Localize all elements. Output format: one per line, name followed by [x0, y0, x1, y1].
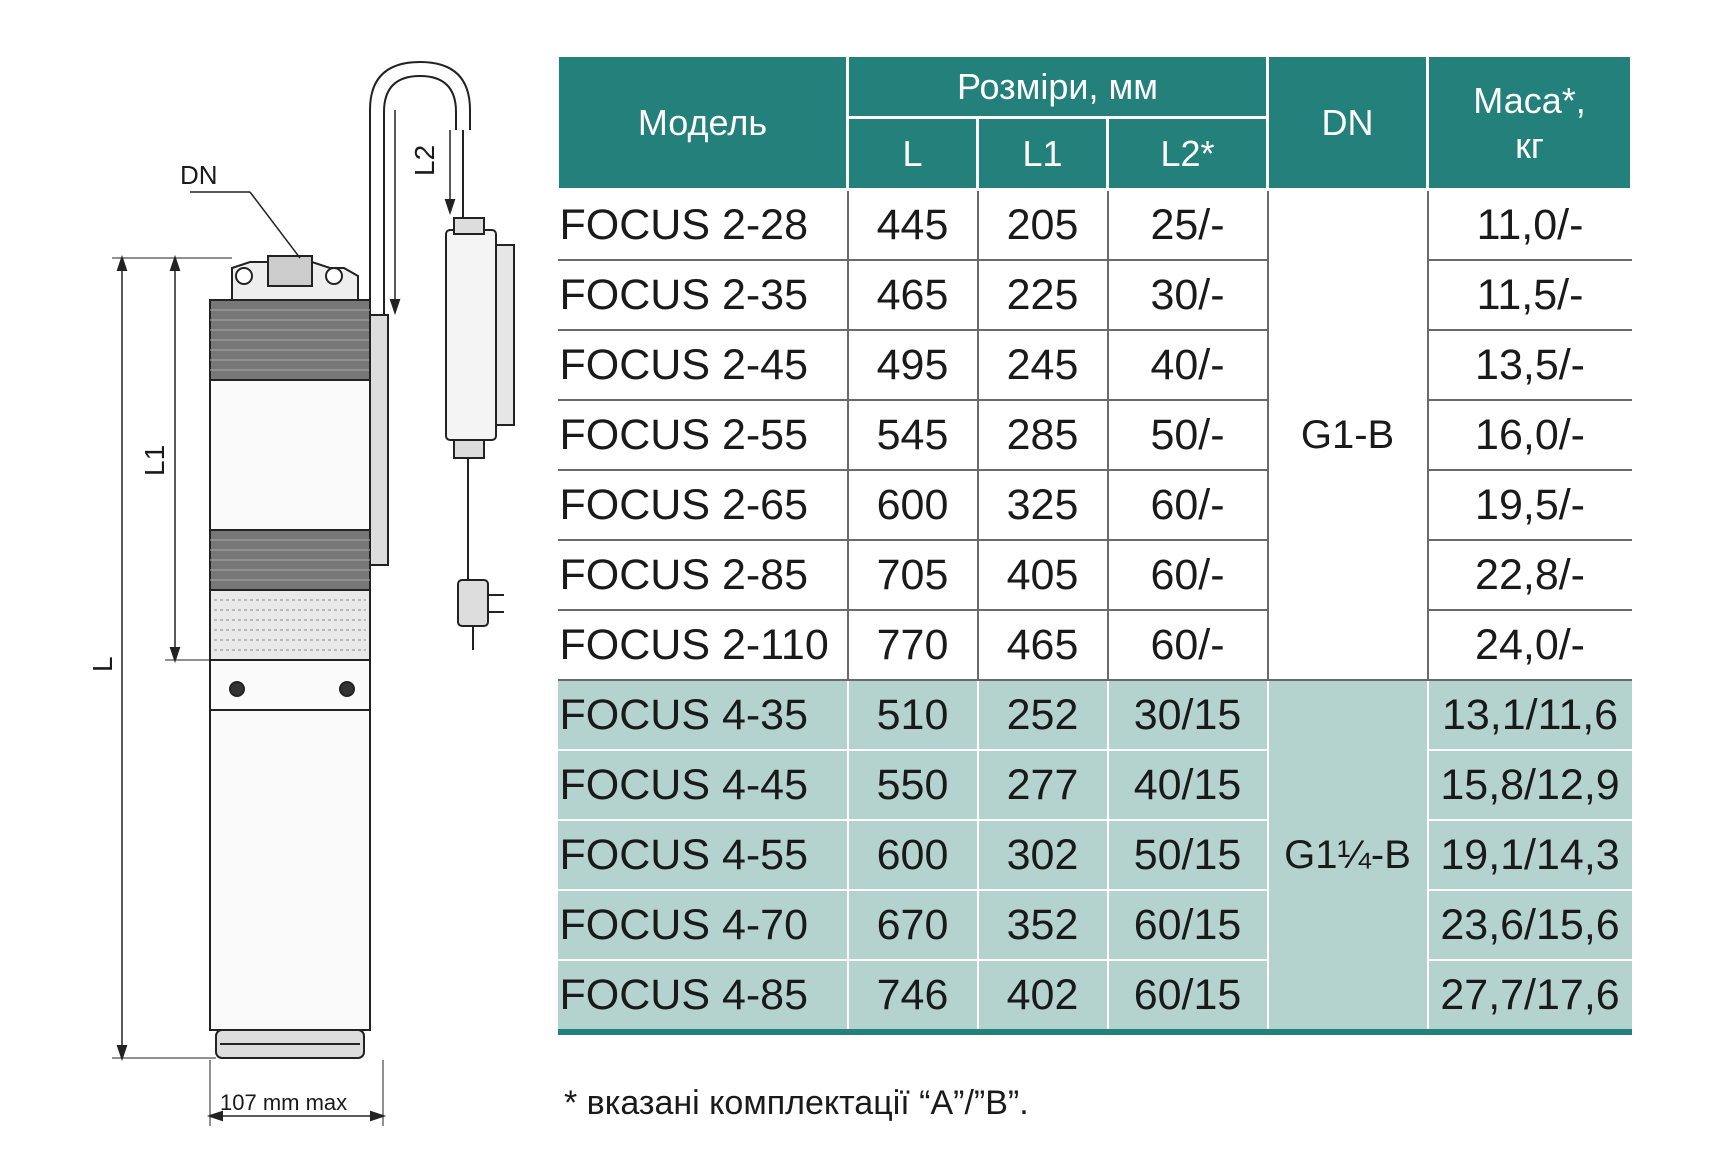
header-model: Модель — [558, 56, 848, 190]
model-cell: FOCUS 4-55 — [558, 820, 848, 890]
l1-cell: 252 — [978, 680, 1108, 750]
header-dimensions: Розміри, мм — [848, 56, 1268, 118]
l2-cell: 50/15 — [1108, 820, 1268, 890]
table-row — [558, 820, 1632, 890]
table-row — [558, 610, 1632, 680]
table-row — [558, 190, 1632, 261]
l2-cell: 40/15 — [1108, 750, 1268, 820]
l2-cell: 30/15 — [1108, 680, 1268, 750]
mass-cell: 16,0/- — [1428, 400, 1632, 470]
l2-cell: 25/- — [1108, 190, 1268, 261]
model-cell: FOCUS 2-35 — [558, 260, 848, 330]
l2-cell: 60/- — [1108, 610, 1268, 680]
l1-cell: 245 — [978, 330, 1108, 400]
model-cell: FOCUS 2-45 — [558, 330, 848, 400]
header-l2: L2* — [1108, 118, 1268, 190]
l1-dimension-label: L1 — [139, 444, 170, 476]
l-dimension-label: L — [87, 656, 118, 672]
l1-cell: 402 — [978, 960, 1108, 1032]
model-cell: FOCUS 2-65 — [558, 470, 848, 540]
l-cell: 746 — [848, 960, 978, 1032]
l1-cell: 225 — [978, 260, 1108, 330]
l1-cell: 325 — [978, 470, 1108, 540]
model-cell: FOCUS 2-55 — [558, 400, 848, 470]
l2-cell: 60/15 — [1108, 890, 1268, 960]
control-box — [446, 230, 496, 440]
table-row — [558, 680, 1632, 750]
dn-cell-group-a: G1-B — [1268, 190, 1428, 681]
l2-cell: 50/- — [1108, 400, 1268, 470]
l-cell: 510 — [848, 680, 978, 750]
l1-cell: 277 — [978, 750, 1108, 820]
l1-cell: 405 — [978, 540, 1108, 610]
table-row — [558, 330, 1632, 400]
mass-cell: 24,0/- — [1428, 610, 1632, 680]
mass-cell: 13,1/11,6 — [1428, 680, 1632, 750]
l2-cell: 60/- — [1108, 470, 1268, 540]
table-row — [558, 470, 1632, 540]
plug-icon — [458, 580, 488, 626]
l-cell: 545 — [848, 400, 978, 470]
l-cell: 770 — [848, 610, 978, 680]
table-row — [558, 890, 1632, 960]
l-cell: 465 — [848, 260, 978, 330]
l-cell: 550 — [848, 750, 978, 820]
model-cell: FOCUS 4-35 — [558, 680, 848, 750]
table-row — [558, 540, 1632, 610]
mass-cell: 23,6/15,6 — [1428, 890, 1632, 960]
mass-cell: 19,5/- — [1428, 470, 1632, 540]
header-l: L — [848, 118, 978, 190]
table-row — [558, 260, 1632, 330]
mass-cell: 27,7/17,6 — [1428, 960, 1632, 1032]
l-cell: 600 — [848, 820, 978, 890]
table-row — [558, 750, 1632, 820]
l2-cell: 60/15 — [1108, 960, 1268, 1032]
model-cell: FOCUS 2-28 — [558, 190, 848, 261]
l-cell: 495 — [848, 330, 978, 400]
mass-cell: 22,8/- — [1428, 540, 1632, 610]
l-cell: 445 — [848, 190, 978, 261]
l1-cell: 302 — [978, 820, 1108, 890]
mass-cell: 19,1/14,3 — [1428, 820, 1632, 890]
model-cell: FOCUS 4-45 — [558, 750, 848, 820]
model-cell: FOCUS 4-70 — [558, 890, 848, 960]
l2-cell: 60/- — [1108, 540, 1268, 610]
footnote: * вказані комплектації “А”/”В”. — [564, 1084, 1029, 1122]
mass-cell: 11,5/- — [1428, 260, 1632, 330]
model-cell: FOCUS 4-85 — [558, 960, 848, 1032]
header-mass: Маса*, кг — [1428, 56, 1632, 190]
header-dn: DN — [1268, 56, 1428, 190]
l-cell: 705 — [848, 540, 978, 610]
l-cell: 670 — [848, 890, 978, 960]
l2-cell: 30/- — [1108, 260, 1268, 330]
mass-cell: 15,8/12,9 — [1428, 750, 1632, 820]
model-cell: FOCUS 2-85 — [558, 540, 848, 610]
pump-diagram — [0, 0, 560, 1176]
width-dimension-label: 107 mm max — [220, 1090, 348, 1115]
model-cell: FOCUS 2-110 — [558, 610, 848, 680]
l1-cell: 205 — [978, 190, 1108, 261]
l2-dimension-label: L2 — [409, 144, 440, 176]
header-l1: L1 — [978, 118, 1108, 190]
l1-cell: 465 — [978, 610, 1108, 680]
table-row — [558, 960, 1632, 1032]
mass-cell: 11,0/- — [1428, 190, 1632, 261]
l1-cell: 285 — [978, 400, 1108, 470]
l1-cell: 352 — [978, 890, 1108, 960]
table-row — [558, 400, 1632, 470]
motor-body — [210, 710, 370, 1030]
mass-cell: 13,5/- — [1428, 330, 1632, 400]
spec-table — [556, 54, 1633, 1035]
l2-cell: 40/- — [1108, 330, 1268, 400]
dn-label: DN — [180, 160, 218, 190]
dn-cell-group-b: G1¼-B — [1268, 680, 1428, 1032]
l-cell: 600 — [848, 470, 978, 540]
